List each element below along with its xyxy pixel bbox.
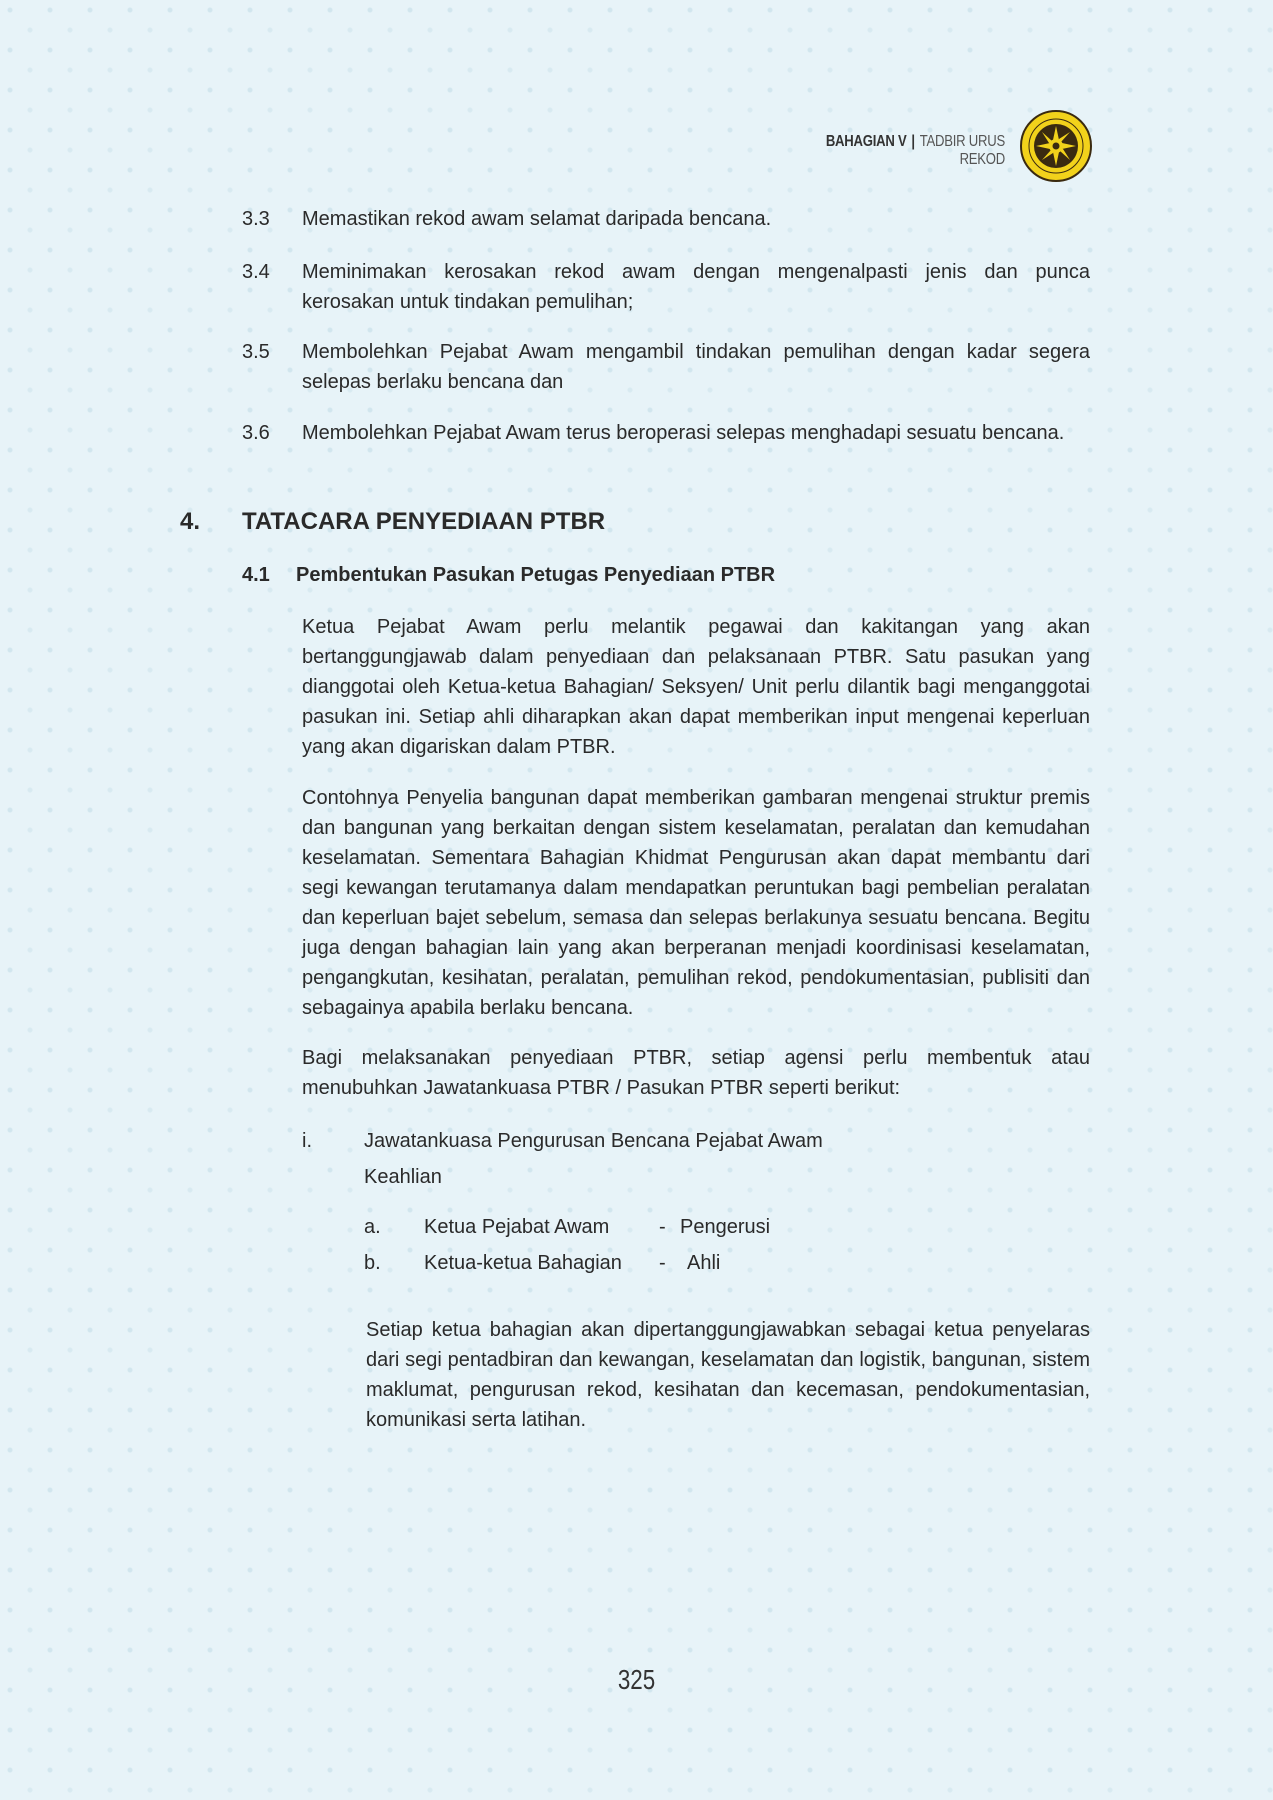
member-a-marker: a. <box>364 1216 381 1238</box>
member-a-name: Ketua Pejabat Awam <box>424 1216 610 1238</box>
item-3-5-number: 3.5 <box>242 341 270 363</box>
running-header <box>788 133 1005 169</box>
membership-label: Keahlian <box>364 1166 442 1188</box>
item-3-4-text: Meminimakan kerosakan rekod awam dengan mengenalpasti jenis dan punca kerosakan untuk tindakan pemulihan; <box>302 261 1090 313</box>
member-b-dash: - <box>659 1252 666 1274</box>
subsection-4-1-number: 4.1 <box>242 564 270 586</box>
section-4-number: 4. <box>180 508 201 535</box>
member-a-dash: - <box>659 1216 666 1238</box>
member-b-role: Ahli <box>687 1252 721 1274</box>
item-3-6-text: Membolehkan Pejabat Awam terus beroperasi selepas menghadapi sesuatu bencana. <box>302 422 1065 444</box>
member-b-marker: b. <box>364 1252 381 1274</box>
member-a-role: Pengerusi <box>680 1216 771 1238</box>
list-i-title: Jawatankuasa Pengurusan Bencana Pejabat Awam <box>364 1130 823 1152</box>
header-title: TADBIR URUS REKOD <box>919 133 1005 168</box>
item-3-4-number: 3.4 <box>242 261 270 283</box>
paragraph-2: Contohnya Penyelia bangunan dapat memberikan gambaran mengenai struktur premis dan bangunan yang berkaitan dengan sistem keselamatan, peralatan dan kemudahan keselamatan. Sementara Bahagian Khidmat Pengurusan akan dapat membantu dari segi kewangan terutamanya dalam mendapatkan peruntukan bagi pembelian peralatan dan keperluan bajet sebelum, semasa dan selepas berlakunya sesuatu bencana. Begitu juga dengan bahagian lain yang akan berperanan menjadi koordinisasi keselamatan, pengangkutan, kesihatan, peralatan, pemulihan rekod, pendokumentasian, publisiti dan sebagainya apabila berlaku bencana. <box>302 787 1090 1019</box>
paragraph-1: Ketua Pejabat Awam perlu melantik pegawai dan kakitangan yang akan bertanggungjawab dalam penyediaan dan pelaksanaan PTBR. Satu pasukan yang dianggotai oleh Ketua-ketua Bahagian/ Seksyen/ Unit perlu dilantik bagi menganggotai pasukan ini. Setiap ahli diharapkan akan dapat memberikan input mengenai keperluan yang akan digariskan dalam PTBR. <box>302 616 1090 758</box>
page-number: 325 <box>617 1664 656 1695</box>
subsection-4-1-title: Pembentukan Pasukan Petugas Penyediaan PTBR <box>296 564 776 586</box>
list-i-marker: i. <box>302 1130 312 1152</box>
item-3-3-number: 3.3 <box>242 208 270 230</box>
item-3-5-text: Membolehkan Pejabat Awam mengambil tindakan pemulihan dengan kadar segera selepas berlaku bencana dan <box>302 341 1090 393</box>
member-b-name: Ketua-ketua Bahagian <box>424 1252 622 1274</box>
section-4-title: TATACARA PENYEDIAAN PTBR <box>242 508 606 535</box>
emblem-logo <box>1020 110 1092 182</box>
item-3-6-number: 3.6 <box>242 422 270 444</box>
header-section: BAHAGIAN V <box>825 133 907 150</box>
paragraph-3: Bagi melaksanakan penyediaan PTBR, setiap agensi perlu membentuk atau menubuhkan Jawatankuasa PTBR / Pasukan PTBR seperti berikut: <box>302 1047 1090 1099</box>
member-note: Setiap ketua bahagian akan dipertanggungjawabkan sebagai ketua penyelaras dari segi pentadbiran dan kewangan, keselamatan dan logistik, bangunan, sistem maklumat, pengurusan rekod, kesihatan dan kecemasan, pendokumentasian, komunikasi serta latihan. <box>366 1319 1090 1431</box>
header-separator: | <box>911 133 915 150</box>
item-3-3-text: Memastikan rekod awam selamat daripada bencana. <box>302 208 772 230</box>
